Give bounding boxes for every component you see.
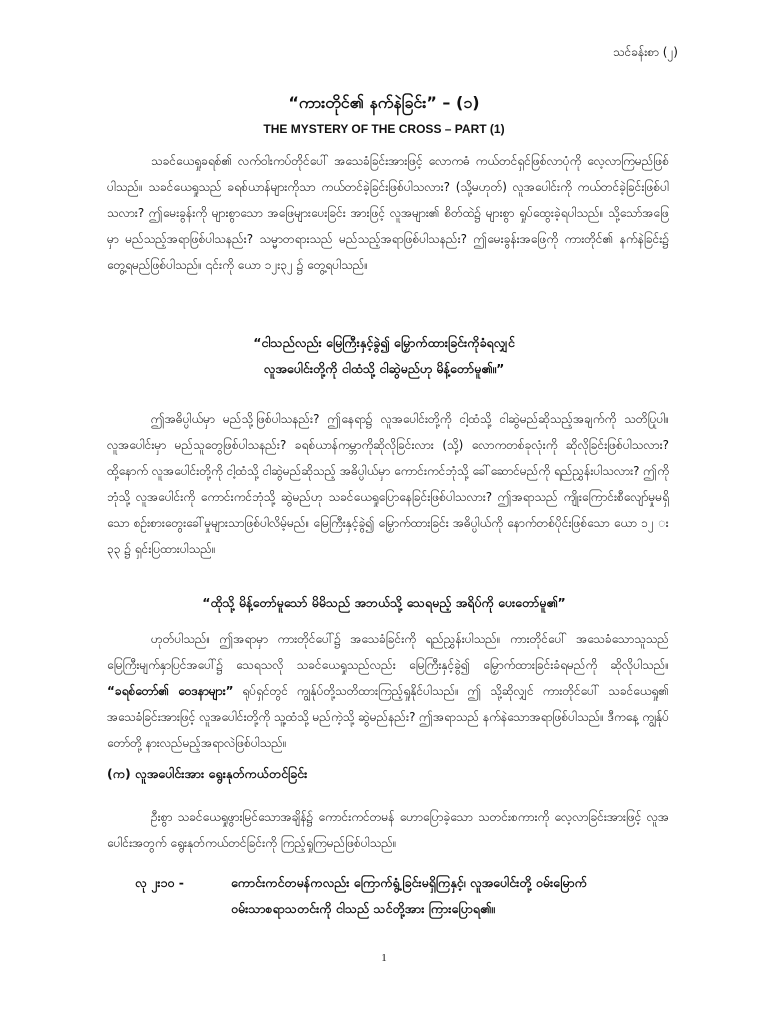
verse-reference: လု ၂း၁၀ - [135,875,184,890]
sermon-number: သင်ခန်းစာ (၂) [612,45,678,59]
paragraph-intro: သခင်ယေရှုခရစ်၏ လက်ဝါးကပ်တိုင်ပေါ် အသေခံခြင်းအားဖြင့် လောကဓံ ကယ်တင်ရှင်ဖြစ်လာပုံကို လေ့လာကြမည်ဖြစ်ပါသည်။ သခင်ယေရှုသည် ခရစ်ယာန်များကိုသာ ကယ်တင်ခဲ့ခြင်းဖြစ်ပါသလား? (သို့မဟုတ်) လူအပေါင်းကို ကယ်တင်ခဲ့ခြင်းဖြစ်ပါသလား? ဤမေးခွန်းကို များစွာသော အဖြေများပေးခြင်း အားဖြင့် လူအများ၏ စိတ်ထဲ၌ များစွာ ရှုပ်ထွေးခဲ့ရပါသည်။ သို့သော်အဖြေမှာ မည်သည့်အရာဖြစ်ပါသနည်း? သမ္မာတရားသည် မည်သည့်အရာဖြစ်ပါသနည်း? ဤမေးခွန်းအဖြေကို ကားတိုင်၏ နက်နဲခြင်း၌ တွေ့ရမည်ဖြစ်ပါသည်။ ၎င်းကို ယော ၁၂း၃၂ ၌ တွေ့ရပါသည်။ [107,154,669,272]
paragraph-crucifixion-part-1: ဟုတ်ပါသည်။ ဤအရာမှာ ကားတိုင်ပေါ်၌ အသေခံခြင်းကို ရည်ညွှန်းပါသည်။ ကားတိုင်ပေါ် အသေခံသောသူသည် မြေကြီးမျက်နှာပြင်အပေါ်၌ သေရသလို သခင်ယေရှုသည်လည်း မြေကြီးနှင့်ခွဲ၍ မြှောက်ထားခြင်းခံရမည်ကို ဆိုလိုပါသည်။ [107,632,669,672]
verse-line-1: ကောင်းကင်တမန်ကလည်း ကြောက်ရွံ့ခြင်းမရှိကြနှင့်၊ လူအပေါင်းတို့ ဝမ်းမြောက် [231,875,587,890]
paragraph-crucifixion [107,626,669,756]
verse-line-2: ဝမ်းသာစရာသတင်းကို ငါသည် သင်တို့အား ကြားပြောရ၏။ [231,901,495,916]
paragraph-salvation: ဦးစွာ သခင်ယေရှုဖွားမြင်သောအချိန်၌ ကောင်းကင်တမန် ဟောပြောခဲ့သော သတင်းစကားကို လေ့လာခြင်းအားဖြင့် လူအပေါင်းအတွက် ရွေးနုတ်ကယ်တင်ခြင်းကို ကြည့်ရှုကြမည်ဖြစ်ပါသည်။ [107,810,669,850]
scripture-quote-1 [100,330,668,382]
page-number: 1 [381,952,387,964]
movie-title: “ခရစ်တော်၏ ဝေဒနာများ” [107,684,234,698]
page-subtitle: THE MYSTERY OF THE CROSS – PART (1) [263,122,505,136]
scripture-quote-2: “ထိုသို့ မိန့်တော်မူသော် မိမိသည် အဘယ်သို့ သေရမည့် အရိပ်ကို ပေးတော်မူ၏” [202,595,566,610]
section-heading: (က) လူအပေါင်းအား ရွေးနုတ်ကယ်တင်ခြင်း [107,766,308,781]
scripture-quote-1-line-1: “ငါသည်လည်း မြေကြီးနှင့်ခွဲ၍ မြှောက်ထားခြင်းကိုခံရလျှင် [253,335,515,350]
paragraph-explanation: ဤအဓိပ္ပါယ်မှာ မည်သို့ဖြစ်ပါသနည်း? ဤနေရာ၌ လူအပေါင်းတို့ကို ငါ့ထံသို့ ငါဆွဲမည်ဆိုသည့်အချက်ကို သတိပြုပါ။ လူအပေါင်းမှာ မည်သူတွေဖြစ်ပါသနည်း? ခရစ်ယာန်ကမ္ဘာကိုဆိုလိုခြင်းလား (သို့) လောကတစ်ခုလုံးကို ဆိုလိုခြင်းဖြစ်ပါသလား? ထို့နောက် လူအပေါင်းတို့ကို ငါ့ထံသို့ ငါဆွဲမည်ဆိုသည့် အဓိပ္ပါယ်မှာ ကောင်းကင်ဘုံသို့ ခေါ်ဆောင်မည်ကို ရည်ညွှန်းပါသလား? ဤကိုဘုံသို့ လူအပေါင်းကို ကောင်းကင်ဘုံသို့ ဆွဲမည်ဟု သခင်ယေရှုပြောနေခြင်းဖြစ်ပါသလား? ဤအရာသည် ကျိုးကြောင်းစီလျော်မှုမရှိသော စဉ်းစားတွေးခေါ်မှုများသာဖြစ်ပါလိမ့်မည်။ မြေကြီးနှင့်ခွဲ၍ မြှောက်ထားခြင်း အဓိပ္ပါယ်ကို နောက်တစ်ပိုင်းဖြစ်သော ယော ၁၂ း ၃၃ ၌ ရှင်းပြထားပါသည်။ [107,412,669,556]
page-title: “ကားတိုင်၏ နက်နဲခြင်း” – (၁) [288,93,480,112]
paragraph-crucifixion-part-2: ရုပ်ရှင်တွင် ကျွန်ုပ်တို့သတိထားကြည့်ရှုနိုင်ပါသည်။ ဤ သို့ဆိုလျှင် ကားတိုင်ပေါ် သခင်ယေရှု၏ အသေခံခြင်းအားဖြင့် လူအပေါင်းတို့ကို သူ့ထံသို့ မည်ကဲ့သို့ ဆွဲမည်နည်း? ဤအရာသည် နက်နဲသောအရာဖြစ်ပါသည်။ ဒီကနေ့ ကျွန်ုပ်တော်တို့ နားလည်မည့်အရာလဲဖြစ်ပါသည်။ [107,684,669,750]
scripture-quote-1-line-2: လူအပေါင်းတို့ကို ငါထံသို့ ငါဆွဲမည်ဟု မိန့်တော်မူ၏။” [263,361,505,376]
